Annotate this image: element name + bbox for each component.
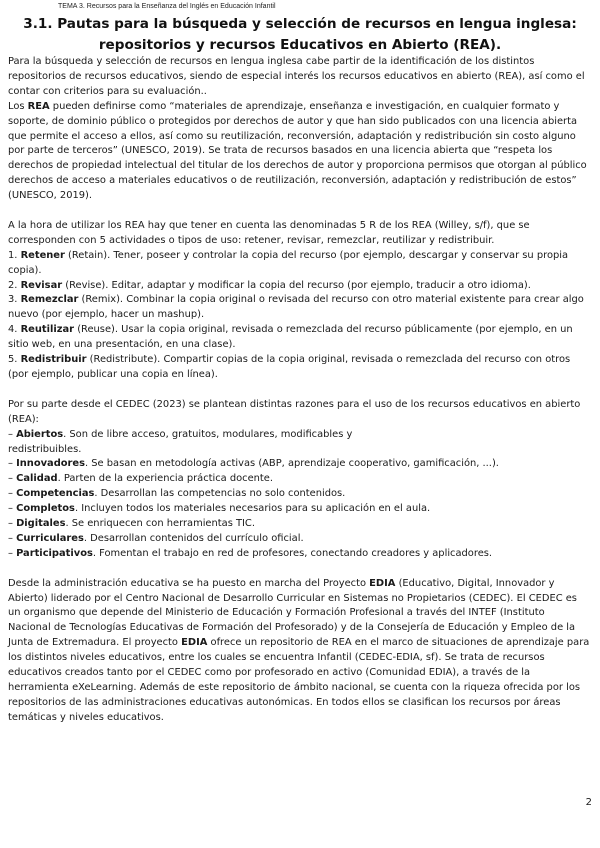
list-term: Retener	[20, 249, 65, 261]
list-number: 3.	[8, 294, 21, 306]
reason-curriculares	[8, 532, 590, 547]
text-run: Los	[8, 100, 28, 112]
five-r-intro: A la hora de utilizar los REA hay que tener en cuenta las denominadas 5 R de los REA (Willey, s/f), que se corresponden con 5 actividades o tipos de uso: retener, revisar, remezclar, reutilizar y redistribuir.	[8, 219, 530, 246]
list-text: (Retain). Tener, poseer y controlar la copia del recurso (por ejemplo, descargar y conservar su propia copia).	[8, 249, 569, 276]
cedec-intro: Por su parte desde el CEDEC (2023) se plantean distintas razones para el uso de los recursos educativos en abierto (REA):	[8, 398, 581, 425]
text-run: pueden definirse como “materiales de aprendizaje, enseñanza e investigación, en cualquier formato y soporte, de dominio público o protegidos por derechos de autor y que han sido publicados con una licencia abierta que permite el acceso a ellos, así como su reutilización, reconversión, adaptación y redistribución sin costo alguno por parte de terceros” (UNESCO, 2019). Se trata de recursos basados en una licencia abierta que “respeta los derechos de propiedad intelectual del titular de los derechos de autor y proporciona permisos que otorgan al público derechos de acceso a materiales educativos o de reutilización, reconversión, adaptación y redistribución de estos” (UNESCO, 2019).	[8, 100, 587, 202]
list-text: (Revise). Editar, adaptar y modificar la copia del recurso (por ejemplo, traducir a otro idioma).	[62, 279, 531, 291]
reason-abiertos	[8, 428, 590, 458]
list-number: 1.	[8, 249, 21, 261]
dash: –	[8, 518, 17, 530]
list-number: 5.	[8, 354, 21, 366]
list-number: 2.	[8, 279, 21, 291]
list-term: Redistribuir	[20, 354, 87, 366]
dash: –	[8, 488, 17, 500]
edia-paragraph	[8, 577, 590, 726]
reason-term: Innovadores	[16, 458, 85, 470]
dash: –	[8, 532, 17, 544]
reason-text: . Incluyen todos los materiales necesarios para su aplicación en el aula.	[74, 503, 431, 515]
section-title	[0, 14, 600, 56]
paragraph-gap	[8, 383, 590, 398]
list-term: Remezclar	[20, 294, 79, 306]
reason-text: . Parten de la experiencia práctica docente.	[57, 473, 274, 485]
list-number: 4.	[8, 324, 21, 336]
reason-term: Calidad	[16, 473, 58, 485]
paragraph-gap	[8, 204, 590, 219]
list-text: (Redistribute). Compartir copias de la copia original, revisada o remezclada del recurso con otros (por ejemplo, publicar una copia en línea).	[8, 354, 571, 381]
reason-text-continued: redistribuibles.	[8, 443, 82, 455]
reason-text: . Desarrollan las competencias no solo contenidos.	[94, 488, 346, 500]
dash: –	[8, 547, 17, 559]
running-header: TEMA 3. Recursos para la Enseñanza del Inglés en Educación Infantil	[58, 3, 276, 10]
reason-text: . Se basan en metodología activas (ABP, aprendizaje cooperativo, gamificación, ...).	[85, 458, 499, 470]
text-run: Desde la administración educativa se ha puesto en marcha del Proyecto	[8, 577, 370, 589]
reason-text: . Son de libre acceso, gratuitos, modulares, modificables y	[63, 428, 353, 440]
reason-competencias	[8, 487, 590, 502]
reason-term: Abiertos	[16, 428, 64, 440]
paragraph-gap	[8, 562, 590, 577]
text-run: (Educativo, Digital, Innovador y Abierto) liderado por el Centro Nacional de Desarrollo Curricular en Sistemas no Propietarios (CEDEC). El CEDEC es un organismo que depende del Ministerio de Educación y Formación Profesional a través del INTEF (Instituto Nacional de Tecnologías Educativas de Formación del Profesorado) y de la Consejería de Educación y Empleo de la Junta de Extremadura. El proyecto	[8, 577, 577, 649]
reason-completos	[8, 502, 590, 517]
dash: –	[8, 503, 17, 515]
list-text: (Reuse). Usar la copia original, revisada o remezclada del recurso públicamente (por ejemplo, en un sitio web, en una presentación, en una clase).	[8, 324, 573, 351]
edia-term: EDIA	[369, 577, 396, 589]
reason-term: Digitales	[16, 518, 66, 530]
reason-text: . Desarrollan contenidos del currículo oficial.	[83, 532, 304, 544]
five-r-item-revisar	[8, 279, 590, 294]
five-r-item-redistribuir	[8, 353, 590, 383]
five-r-item-retener	[8, 249, 590, 279]
text-run: ofrece un repositorio de REA en el marco de situaciones de aprendizaje para los distintos niveles educativos, entre los cuales se encuentra Infantil (CEDEC-EDIA, sf). Se trata de recursos educativos creados tanto por el CEDEC como por profesorado en activo (Comunidad EDIA), a través de la herramienta eXeLearning. Además de este repositorio de ámbito nacional, se cuenta con la riqueza ofrecida por los repositorios de las administraciones educativas autonómicas. En todos ellos se clasifican los recursos por áreas temáticas y niveles educativos.	[8, 637, 590, 723]
reason-digitales	[8, 517, 590, 532]
five-r-item-remezclar	[8, 293, 590, 323]
body-text	[8, 55, 590, 726]
dash: –	[8, 473, 17, 485]
reason-term: Curriculares	[16, 532, 84, 544]
reason-participativos	[8, 547, 590, 562]
reason-term: Participativos	[16, 547, 93, 559]
rea-term: REA	[27, 100, 50, 112]
five-r-item-reutilizar	[8, 323, 590, 353]
reason-text: . Fomentan el trabajo en red de profesores, conectando creadores y aplicadores.	[92, 547, 493, 559]
list-text: (Remix). Combinar la copia original o revisada del recurso con otro material existente para crear algo nuevo (por ejemplo, hacer un mashup).	[8, 294, 584, 321]
reason-term: Completos	[16, 503, 75, 515]
reason-calidad	[8, 472, 590, 487]
list-term: Revisar	[20, 279, 63, 291]
dash: –	[8, 458, 17, 470]
reason-text: . Se enriquecen con herramientas TIC.	[65, 518, 255, 530]
list-term: Reutilizar	[20, 324, 75, 336]
intro-paragraph-2	[8, 100, 590, 204]
section-title-line-1: 3.1. Pautas para la búsqueda y selección de recursos en lengua inglesa:	[23, 16, 577, 32]
reason-term: Competencias	[16, 488, 95, 500]
page-number: 2	[585, 797, 592, 808]
reason-innovadores	[8, 457, 590, 472]
section-title-line-2: repositorios y recursos Educativos en Abierto (REA).	[98, 37, 502, 53]
intro-paragraph-1: Para la búsqueda y selección de recursos en lengua inglesa cabe partir de la identificación de los distintos repositorios de recursos educativos, siendo de especial interés los recursos educativos en abierto (REA), así como el contar con criterios para su evaluación..	[8, 56, 585, 97]
dash: –	[8, 428, 17, 440]
edia-term: EDIA	[181, 637, 208, 649]
